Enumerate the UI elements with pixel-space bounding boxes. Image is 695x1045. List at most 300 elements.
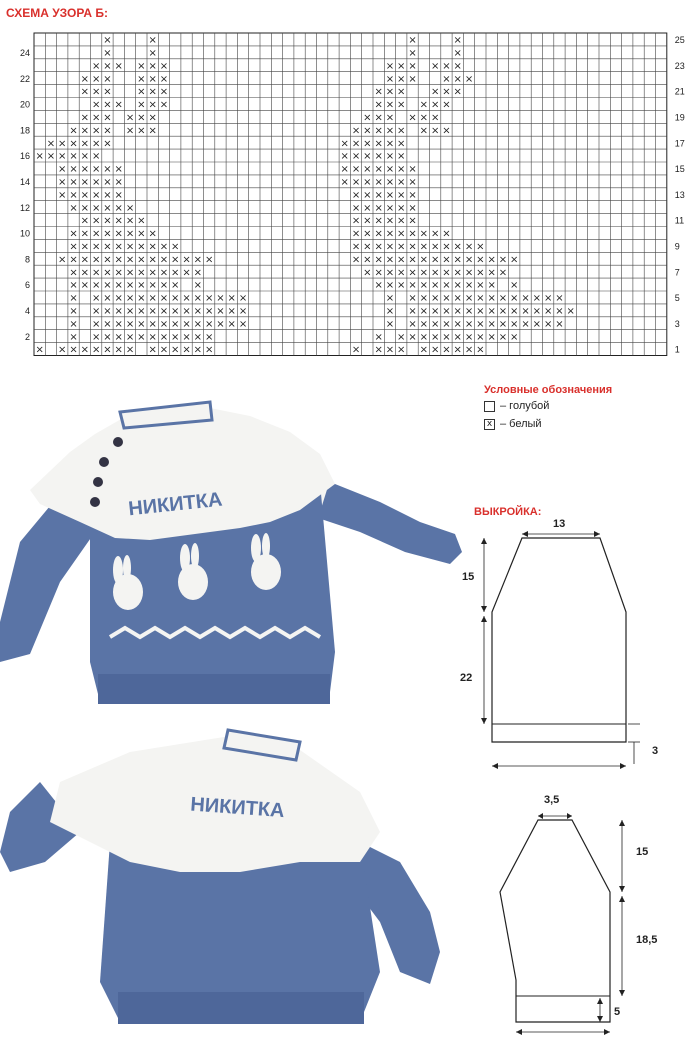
chart-stitch-white: ×: [419, 241, 429, 253]
chart-stitch-white: ×: [498, 254, 508, 266]
chart-stitch-white: ×: [204, 305, 214, 317]
chart-stitch-white: ×: [125, 280, 135, 292]
chart-stitch-white: ×: [103, 189, 112, 201]
chart-stitch-white: ×: [91, 60, 101, 72]
chart-stitch-white: ×: [80, 280, 90, 292]
chart-stitch-white: ×: [408, 215, 417, 227]
legend-title: Условные обозначения: [484, 384, 613, 396]
chart-stitch-white: ×: [374, 228, 383, 240]
chart-stitch-white: ×: [419, 228, 429, 240]
chart-stitch-white: ×: [408, 164, 417, 176]
chart-stitch-white: ×: [442, 267, 451, 279]
chart-stitch-white: ×: [453, 47, 462, 59]
chart-stitch-white: ×: [125, 125, 135, 137]
chart-stitch-white: ×: [397, 241, 406, 253]
chart-stitch-white: ×: [137, 318, 146, 330]
chart-stitch-white: ×: [385, 138, 395, 150]
chart-row-label-left: 4: [24, 305, 30, 316]
chart-row-label-right: 1: [674, 344, 680, 355]
chart-stitch-white: ×: [114, 202, 123, 214]
body-pattern-outline: [492, 538, 626, 742]
chart-stitch-white: ×: [204, 254, 214, 266]
chart-stitch-white: ×: [453, 318, 462, 330]
chart-stitch-white: ×: [487, 293, 496, 305]
chart-stitch-white: ×: [69, 189, 78, 201]
chart-stitch-white: ×: [442, 86, 451, 98]
chart-stitch-white: ×: [137, 293, 146, 305]
chart-stitch-white: ×: [80, 125, 90, 137]
chart-stitch-white: ×: [397, 331, 406, 343]
chart-stitch-white: ×: [137, 241, 146, 253]
chart-stitch-white: ×: [35, 344, 44, 356]
dim-sleeve-top: 3,5: [544, 794, 560, 806]
chart-stitch-white: ×: [80, 241, 90, 253]
chart-stitch-white: ×: [148, 86, 157, 98]
chart-stitch-white: ×: [204, 293, 214, 305]
chart-stitch-white: ×: [385, 125, 395, 137]
sleeve-pattern-piece: [480, 800, 695, 1045]
chart-stitch-white: ×: [114, 164, 123, 176]
chart-stitch-white: ×: [464, 280, 474, 292]
chart-stitch-white: ×: [419, 254, 429, 266]
chart-stitch-white: ×: [397, 176, 406, 188]
chart-stitch-white: ×: [91, 125, 101, 137]
chart-stitch-white: ×: [69, 280, 78, 292]
chart-stitch-white: ×: [114, 176, 123, 188]
chart-stitch-white: ×: [510, 331, 519, 343]
chart-stitch-white: ×: [464, 318, 474, 330]
chart-stitch-white: ×: [182, 331, 191, 343]
chart-stitch-white: ×: [69, 228, 78, 240]
chart-stitch-white: ×: [363, 254, 372, 266]
chart-stitch-white: ×: [227, 318, 236, 330]
chart-stitch-white: ×: [464, 241, 474, 253]
chart-stitch-white: ×: [430, 112, 440, 124]
chart-stitch-white: ×: [430, 293, 440, 305]
chart-stitch-white: ×: [430, 331, 440, 343]
chart-stitch-white: ×: [159, 280, 169, 292]
chart-stitch-white: ×: [80, 112, 90, 124]
chart-stitch-white: ×: [408, 241, 417, 253]
chart-stitch-white: ×: [374, 202, 383, 214]
chart-stitch-white: ×: [453, 73, 462, 85]
chart-stitch-white: ×: [103, 60, 112, 72]
chart-stitch-white: ×: [238, 318, 248, 330]
chart-stitch-white: ×: [397, 280, 406, 292]
chart-stitch-white: ×: [385, 254, 395, 266]
chart-stitch-white: ×: [91, 189, 101, 201]
sweater-front-photo: [0, 392, 473, 712]
chart-stitch-white: ×: [442, 254, 451, 266]
chart-stitch-white: ×: [114, 305, 123, 317]
chart-stitch-white: ×: [148, 112, 157, 124]
sweater-front-text: НИКИТКА: [127, 488, 224, 521]
chart-stitch-white: ×: [103, 176, 112, 188]
chart-stitch-white: ×: [385, 176, 395, 188]
chart-stitch-white: ×: [442, 280, 451, 292]
chart-stitch-white: ×: [374, 138, 383, 150]
chart-stitch-white: ×: [397, 267, 406, 279]
chart-stitch-white: ×: [171, 344, 180, 356]
chart-stitch-white: ×: [430, 228, 440, 240]
chart-stitch-white: ×: [363, 215, 372, 227]
chart-stitch-white: ×: [69, 125, 78, 137]
chart-stitch-white: ×: [351, 189, 361, 201]
chart-stitch-white: ×: [453, 86, 462, 98]
chart-row-label-left: 2: [24, 331, 30, 342]
chart-stitch-white: ×: [103, 125, 112, 137]
chart-stitch-white: ×: [103, 73, 112, 85]
sleeve-pattern-outline: [500, 820, 610, 1022]
chart-stitch-white: ×: [91, 344, 101, 356]
dim-front-body: 22: [460, 672, 473, 684]
chart-stitch-white: ×: [193, 344, 203, 356]
chart-stitch-white: ×: [351, 254, 361, 266]
chart-stitch-white: ×: [385, 73, 395, 85]
chart-stitch-white: ×: [125, 305, 135, 317]
chart-stitch-white: ×: [193, 318, 203, 330]
chart-stitch-white: ×: [148, 331, 157, 343]
chart-row-label-right: 23: [674, 60, 685, 71]
chart-stitch-white: ×: [91, 151, 101, 163]
chart-stitch-white: ×: [69, 151, 78, 163]
chart-stitch-white: ×: [137, 99, 146, 111]
legend-label-blue: – голубой: [500, 400, 550, 412]
chart-stitch-white: ×: [487, 318, 496, 330]
chart-stitch-white: ×: [193, 280, 203, 292]
chart-stitch-white: ×: [351, 228, 361, 240]
chart-stitch-white: ×: [487, 331, 496, 343]
chart-stitch-white: ×: [408, 228, 417, 240]
chart-stitch-white: ×: [385, 189, 395, 201]
chart-stitch-white: ×: [91, 164, 101, 176]
chart-stitch-white: ×: [204, 344, 214, 356]
chart-stitch-white: ×: [453, 267, 462, 279]
chart-stitch-white: ×: [125, 202, 135, 214]
chart-stitch-white: ×: [419, 293, 429, 305]
chart-stitch-white: ×: [385, 60, 395, 72]
chart-stitch-white: ×: [171, 267, 180, 279]
chart-stitch-white: ×: [114, 99, 123, 111]
chart-row-label-right: 3: [674, 318, 680, 329]
chart-stitch-white: ×: [148, 254, 157, 266]
dim-front-yoke: 15: [462, 571, 475, 583]
chart-row-label-left: 18: [19, 125, 30, 136]
chart-stitch-white: ×: [80, 86, 90, 98]
chart-stitch-white: ×: [159, 344, 169, 356]
chart-stitch-white: ×: [419, 305, 429, 317]
chart-stitch-white: ×: [453, 331, 462, 343]
chart-stitch-white: ×: [351, 125, 361, 137]
chart-stitch-white: ×: [103, 280, 112, 292]
chart-stitch-white: ×: [159, 99, 169, 111]
chart-stitch-white: ×: [374, 189, 383, 201]
chart-stitch-white: ×: [137, 331, 146, 343]
chart-stitch-white: ×: [476, 293, 485, 305]
chart-stitch-white: ×: [374, 241, 383, 253]
chart-stitch-white: ×: [363, 176, 372, 188]
chart-stitch-white: ×: [397, 202, 406, 214]
chart-stitch-white: ×: [408, 293, 417, 305]
chart-stitch-white: ×: [148, 241, 157, 253]
chart-stitch-white: ×: [487, 267, 496, 279]
chart-stitch-white: ×: [91, 267, 101, 279]
chart-stitch-white: ×: [408, 73, 417, 85]
chart-stitch-white: ×: [216, 318, 225, 330]
chart-stitch-white: ×: [103, 112, 112, 124]
chart-stitch-white: ×: [159, 267, 169, 279]
chart-stitch-white: ×: [408, 331, 417, 343]
chart-stitch-white: ×: [91, 254, 101, 266]
chart-stitch-white: ×: [374, 280, 383, 292]
chart-stitch-white: ×: [487, 254, 496, 266]
chart-stitch-white: ×: [80, 189, 90, 201]
chart-stitch-white: ×: [137, 215, 146, 227]
chart-stitch-white: ×: [114, 189, 123, 201]
chart-stitch-white: ×: [182, 318, 191, 330]
chart-stitch-white: ×: [397, 60, 406, 72]
chart-stitch-white: ×: [114, 280, 123, 292]
chart-stitch-white: ×: [148, 318, 157, 330]
chart-stitch-white: ×: [453, 35, 462, 47]
chart-stitch-white: ×: [453, 305, 462, 317]
chart-stitch-white: ×: [363, 267, 372, 279]
chart-stitch-white: ×: [419, 344, 429, 356]
chart-stitch-white: ×: [374, 151, 383, 163]
chart-stitch-white: ×: [216, 293, 225, 305]
chart-stitch-white: ×: [171, 280, 180, 292]
chart-stitch-white: ×: [193, 254, 203, 266]
chart-stitch-white: ×: [442, 305, 451, 317]
chart-stitch-white: ×: [125, 254, 135, 266]
chart-stitch-white: ×: [363, 189, 372, 201]
chart-stitch-white: ×: [69, 293, 78, 305]
chart-stitch-white: ×: [374, 331, 383, 343]
chart-stitch-white: ×: [171, 318, 180, 330]
chart-stitch-white: ×: [137, 228, 146, 240]
chart-stitch-white: ×: [464, 305, 474, 317]
chart-stitch-white: ×: [476, 267, 485, 279]
chart-stitch-white: ×: [397, 73, 406, 85]
chart-stitch-white: ×: [114, 228, 123, 240]
dim-sleeve-body: 18,5: [636, 934, 658, 946]
chart-stitch-white: ×: [430, 267, 440, 279]
chart-stitch-white: ×: [69, 344, 78, 356]
chart-stitch-white: ×: [453, 241, 462, 253]
chart-stitch-white: ×: [91, 176, 101, 188]
chart-stitch-white: ×: [103, 331, 112, 343]
chart-stitch-white: ×: [125, 267, 135, 279]
chart-stitch-white: ×: [159, 241, 169, 253]
chart-stitch-white: ×: [397, 125, 406, 137]
chart-stitch-white: ×: [543, 305, 553, 317]
chart-stitch-white: ×: [487, 305, 496, 317]
chart-stitch-white: ×: [103, 202, 112, 214]
chart-stitch-white: ×: [171, 305, 180, 317]
chart-row-label-left: 24: [19, 47, 30, 58]
chart-stitch-white: ×: [397, 254, 406, 266]
chart-stitch-white: ×: [374, 344, 383, 356]
chart-stitch-white: ×: [103, 164, 112, 176]
chart-stitch-white: ×: [351, 176, 361, 188]
chart-stitch-white: ×: [430, 318, 440, 330]
chart-title: СХЕМА УЗОРА Б:: [6, 6, 108, 20]
chart-stitch-white: ×: [193, 331, 203, 343]
chart-stitch-white: ×: [430, 125, 440, 137]
dim-front-rib: 3: [652, 745, 659, 757]
chart-stitch-white: ×: [137, 73, 146, 85]
chart-stitch-white: ×: [374, 215, 383, 227]
chart-stitch-white: ×: [385, 305, 395, 317]
chart-stitch-white: ×: [374, 254, 383, 266]
chart-stitch-white: ×: [114, 215, 123, 227]
chart-stitch-white: ×: [80, 164, 90, 176]
chart-stitch-white: ×: [171, 241, 180, 253]
chart-stitch-white: ×: [408, 318, 417, 330]
chart-stitch-white: ×: [114, 344, 123, 356]
legend-label-white: – белый: [500, 418, 542, 430]
chart-stitch-white: ×: [498, 267, 508, 279]
chart-stitch-white: ×: [510, 305, 519, 317]
chart-stitch-white: ×: [510, 280, 519, 292]
chart-stitch-white: ×: [363, 202, 372, 214]
chart-stitch-white: ×: [114, 267, 123, 279]
chart-row-label-left: 8: [24, 254, 30, 265]
chart-stitch-white: ×: [69, 241, 78, 253]
chart-stitch-white: ×: [532, 305, 542, 317]
chart-stitch-white: ×: [543, 318, 553, 330]
chart-stitch-white: ×: [114, 331, 123, 343]
chart-stitch-white: ×: [103, 47, 112, 59]
chart-stitch-white: ×: [430, 99, 440, 111]
chart-stitch-white: ×: [419, 331, 429, 343]
chart-row-label-right: 7: [674, 267, 680, 278]
chart-stitch-white: ×: [419, 99, 429, 111]
chart-stitch-white: ×: [498, 293, 508, 305]
chart-stitch-white: ×: [91, 318, 101, 330]
chart-stitch-white: ×: [148, 305, 157, 317]
chart-stitch-white: ×: [453, 60, 462, 72]
chart-stitch-white: ×: [148, 35, 157, 47]
chart-stitch-white: ×: [171, 293, 180, 305]
chart-stitch-white: ×: [69, 202, 78, 214]
chart-stitch-white: ×: [80, 228, 90, 240]
chart-stitch-white: ×: [182, 293, 191, 305]
chart-stitch-white: ×: [182, 254, 191, 266]
chart-stitch-white: ×: [204, 331, 214, 343]
chart-stitch-white: ×: [91, 73, 101, 85]
chart-stitch-white: ×: [80, 254, 90, 266]
chart-stitch-white: ×: [114, 293, 123, 305]
body-pattern-piece: [450, 520, 695, 780]
chart-stitch-white: ×: [397, 138, 406, 150]
chart-stitch-white: ×: [397, 86, 406, 98]
chart-stitch-white: ×: [137, 125, 146, 137]
chart-stitch-white: ×: [137, 254, 146, 266]
chart-stitch-white: ×: [125, 331, 135, 343]
chart-stitch-white: ×: [351, 344, 361, 356]
chart-stitch-white: ×: [238, 305, 248, 317]
chart-row-label-right: 17: [674, 138, 685, 149]
chart-stitch-white: ×: [442, 293, 451, 305]
chart-stitch-white: ×: [453, 293, 462, 305]
chart-stitch-white: ×: [430, 344, 440, 356]
legend-item-white: [484, 418, 542, 430]
chart-stitch-white: ×: [35, 151, 44, 163]
chart-stitch-white: ×: [566, 305, 575, 317]
chart-row-label-right: 5: [674, 293, 680, 304]
chart-stitch-white: ×: [193, 267, 203, 279]
chart-stitch-white: ×: [453, 254, 462, 266]
chart-stitch-white: ×: [148, 99, 157, 111]
chart-stitch-white: ×: [385, 151, 395, 163]
chart-row-label-right: 15: [674, 164, 685, 175]
chart-row-label-right: 19: [674, 112, 685, 123]
chart-stitch-white: ×: [555, 318, 564, 330]
chart-stitch-white: ×: [385, 112, 395, 124]
chart-stitch-white: ×: [442, 73, 451, 85]
chart-stitch-white: ×: [58, 189, 67, 201]
chart-stitch-white: ×: [103, 267, 112, 279]
chart-stitch-white: ×: [103, 241, 112, 253]
chart-stitch-white: ×: [125, 228, 135, 240]
chart-stitch-white: ×: [103, 228, 112, 240]
chart-stitch-white: ×: [227, 305, 236, 317]
chart-stitch-white: ×: [385, 228, 395, 240]
chart-stitch-white: ×: [80, 176, 90, 188]
chart-row-label-left: 16: [19, 151, 30, 162]
chart-stitch-white: ×: [397, 189, 406, 201]
chart-stitch-white: ×: [148, 60, 157, 72]
chart-row-label-left: 22: [19, 73, 30, 84]
chart-stitch-white: ×: [397, 344, 406, 356]
chart-stitch-white: ×: [397, 164, 406, 176]
chart-stitch-white: ×: [80, 73, 90, 85]
chart-stitch-white: ×: [464, 293, 474, 305]
chart-stitch-white: ×: [419, 267, 429, 279]
chart-stitch-white: ×: [159, 305, 169, 317]
chart-stitch-white: ×: [543, 293, 553, 305]
chart-stitch-white: ×: [397, 151, 406, 163]
chart-stitch-white: ×: [80, 267, 90, 279]
chart-stitch-white: ×: [408, 305, 417, 317]
chart-stitch-white: ×: [58, 344, 67, 356]
chart-stitch-white: ×: [408, 267, 417, 279]
chart-stitch-white: ×: [351, 202, 361, 214]
chart-stitch-white: ×: [408, 254, 417, 266]
chart-stitch-white: ×: [216, 305, 225, 317]
chart-stitch-white: ×: [363, 151, 372, 163]
chart-stitch-white: ×: [340, 151, 349, 163]
chart-stitch-white: ×: [91, 202, 101, 214]
chart-stitch-white: ×: [532, 318, 542, 330]
chart-stitch-white: ×: [103, 215, 112, 227]
chart-stitch-white: ×: [498, 305, 508, 317]
chart-stitch-white: ×: [91, 280, 101, 292]
chart-stitch-white: ×: [442, 318, 451, 330]
chart-stitch-white: ×: [363, 112, 372, 124]
chart-stitch-white: ×: [374, 125, 383, 137]
chart-stitch-white: ×: [159, 254, 169, 266]
chart-stitch-white: ×: [340, 138, 349, 150]
chart-stitch-white: ×: [363, 125, 372, 137]
chart-stitch-white: ×: [363, 241, 372, 253]
chart-stitch-white: ×: [363, 164, 372, 176]
chart-stitch-white: ×: [58, 151, 67, 163]
chart-row-label-right: 13: [674, 189, 685, 200]
chart-stitch-white: ×: [114, 254, 123, 266]
chart-stitch-white: ×: [148, 344, 157, 356]
